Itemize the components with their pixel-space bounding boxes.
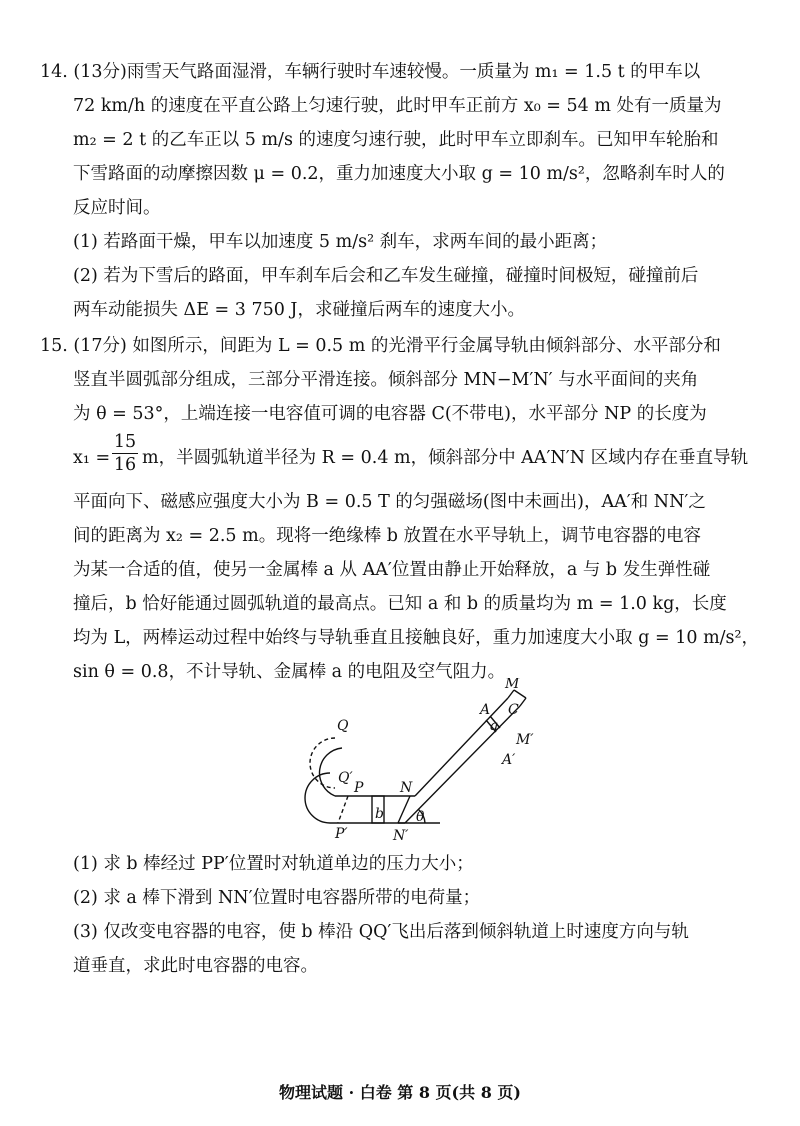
q15-line-7: 为某一合适的值，使另一金属棒 a 从 AA′位置由静止开始释放，a 与 b 发生弹性碰: [73, 560, 711, 580]
label-Q: Q: [337, 718, 349, 734]
q14-line-2: 72 km/h 的速度在平直公路上匀速行驶，此时甲车正前方 x₀ = 54 m 处有一质量为: [73, 96, 722, 116]
label-a: a: [490, 718, 499, 734]
q14-line-1: 14. (13分)雨雪天气路面湿滑，车辆行驶时车速较慢。一质量为 m₁ = 1.5 t 的甲车以: [40, 62, 701, 82]
q15-line-6: 间的距离为 x₂ = 2.5 m。现将一绝缘棒 b 放置在水平导轨上，调节电容器的电容: [73, 526, 702, 546]
label-A-prime: A′: [502, 752, 516, 768]
q15-frac-prefix: x₁ =: [73, 448, 111, 468]
q15-part-2: (2) 求 a 棒下滑到 NN′位置时电容器所带的电荷量；: [73, 888, 481, 908]
label-M: M: [505, 678, 520, 692]
fraction-denominator: 16: [113, 455, 137, 475]
rail-back-inclined: [415, 698, 508, 796]
semicircle-dashed-arc: [310, 738, 335, 788]
q14-line-4: 下雪路面的动摩擦因数 μ = 0.2，重力加速度大小取 g = 10 m/s²，忽略刹车时人的: [73, 164, 725, 184]
q14-part-1: (1) 若路面干燥，甲车以加速度 5 m/s² 刹车，求两车间的最小距离；: [73, 232, 608, 252]
q15-line-9: 均为 L，两棒运动过程中始终与导轨垂直且接触良好，重力加速度大小取 g = 10 m/s²，: [73, 628, 760, 648]
q15-line-4: m，半圆弧轨道半径为 R = 0.4 m，倾斜部分中 AA′N′N 区域内存在垂直导轨: [142, 448, 749, 468]
fraction-numerator: 15: [113, 432, 137, 452]
q15-part-1: (1) 求 b 棒经过 PP′位置时对轨道单边的压力大小；: [73, 854, 474, 874]
q15-line-8: 撞后，b 恰好能通过圆弧轨道的最高点。已知 a 和 b 的质量均为 m = 1.0 kg，长度: [73, 594, 727, 614]
q15-line-5: 平面向下、磁感应强度大小为 B = 0.5 T 的匀强磁场(图中未画出)，AA′和 NN′之: [73, 492, 706, 512]
fraction: [112, 432, 138, 475]
label-b: b: [375, 806, 384, 822]
line-pp-prime: [338, 796, 348, 823]
q15-line-10: sin θ = 0.8，不计导轨、金属棒 a 的电阻及空气阻力。: [73, 662, 506, 682]
q15-part-3-cont: 道垂直，求此时电容器的电容。: [73, 956, 318, 976]
label-N-prime: N′: [393, 828, 409, 844]
q15-line-1: 15. (17分) 如图所示，间距为 L = 0.5 m 的光滑平行金属导轨由倾斜部分、水平部分和: [40, 336, 721, 356]
rail-diagram: [280, 678, 570, 848]
q14-line-3: m₂ = 2 t 的乙车正以 5 m/s 的速度匀速行驶，此时甲车立即刹车。已知甲车轮胎和: [73, 130, 719, 150]
label-A: A: [480, 702, 491, 718]
q15-line-3: 为 θ = 53°，上端连接一电容值可调的电容器 C(不带电)，水平部分 NP 的长度为: [73, 404, 707, 424]
fraction-bar: [112, 453, 138, 454]
label-theta: θ: [416, 809, 425, 825]
wire-m-prime: [520, 698, 526, 706]
label-P: P: [354, 780, 364, 796]
label-N: N: [400, 780, 413, 796]
label-M-prime: M′: [516, 732, 534, 748]
q14-part-2-cont: 两车动能损失 ΔE = 3 750 J，求碰撞后两车的速度大小。: [73, 300, 525, 320]
q14-part-2: (2) 若为下雪后的路面，甲车刹车后会和乙车发生碰撞，碰撞时间极短，碰撞前后: [73, 266, 699, 286]
label-P-prime: P′: [335, 826, 348, 842]
q14-line-5: 反应时间。: [73, 198, 161, 218]
q15-part-3: (3) 仅改变电容器的电容，使 b 棒沿 QQ′飞出后落到倾斜轨道上时速度方向与轨: [73, 922, 689, 942]
page-footer: 物理试题 · 白卷 第 8 页(共 8 页): [279, 1083, 521, 1102]
label-Q-prime: Q′: [338, 770, 353, 786]
label-C: C: [508, 702, 519, 718]
q15-line-2: 竖直半圆弧部分组成，三部分平滑连接。倾斜部分 MN−M′N′ 与水平面间的夹角: [73, 370, 699, 390]
